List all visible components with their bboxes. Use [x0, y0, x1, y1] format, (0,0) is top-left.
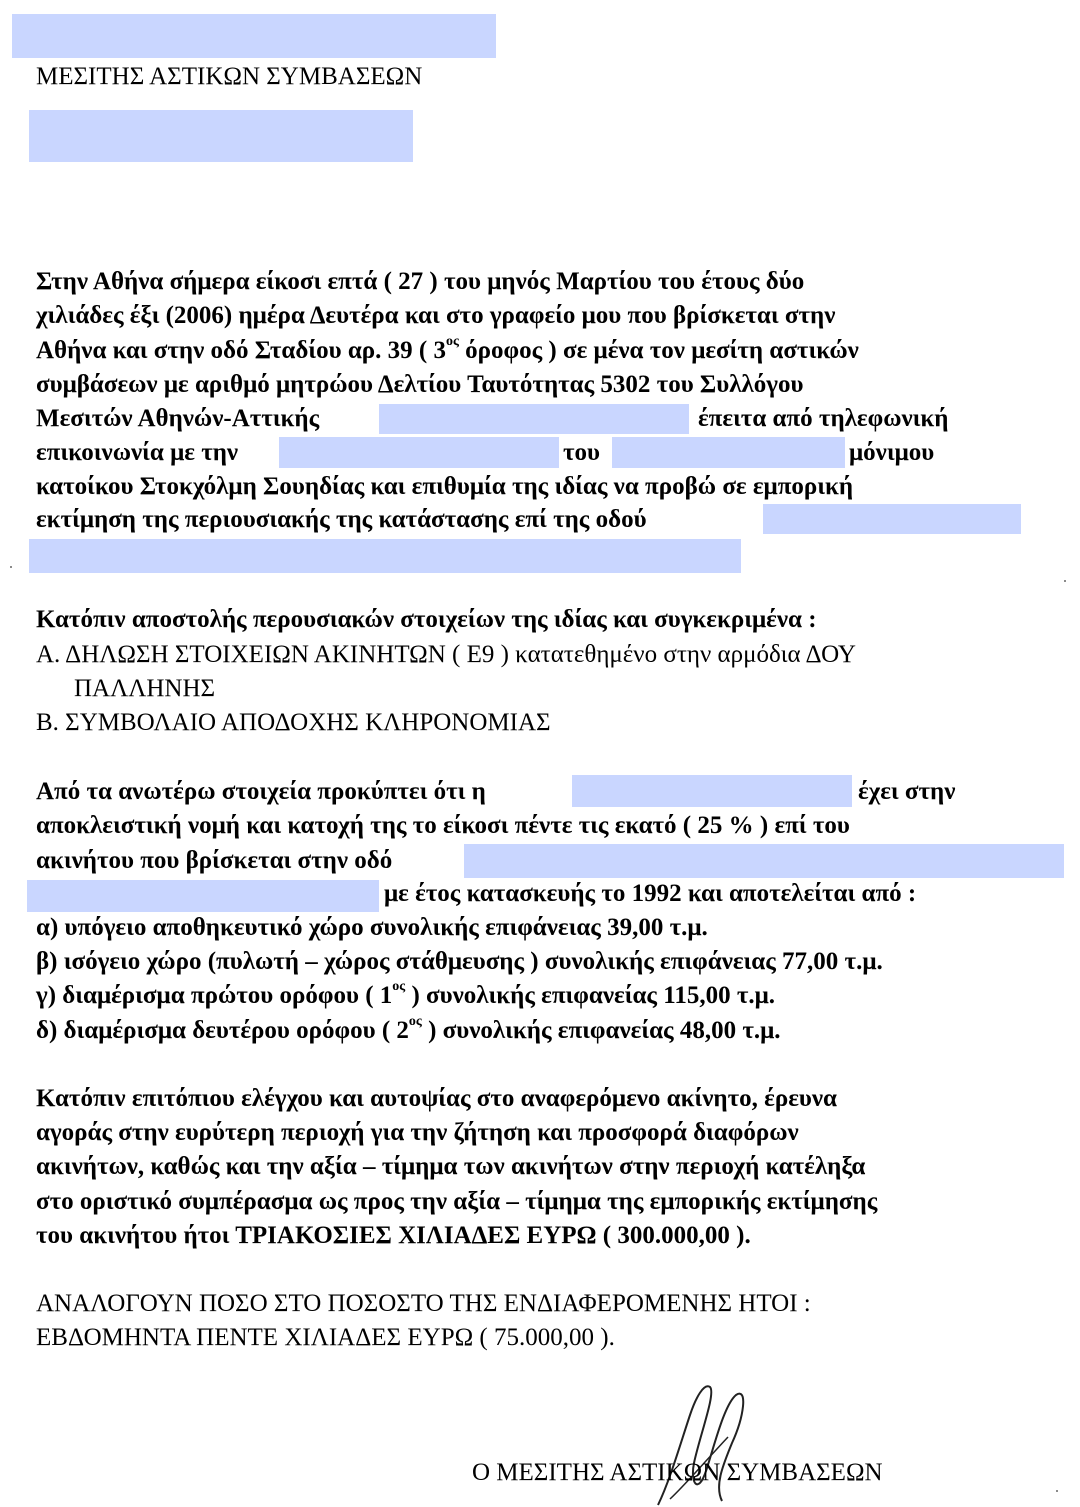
document-item-a: Α. ΔΗΛΩΣΗ ΣΤΟΙΧΕΙΩΝ ΑΚΙΝΗΤΩΝ ( Ε9 ) κατατεθημένο στην αρμόδια ΔΟΥ: [36, 641, 856, 668]
intro-line-6-end: μόνιμου: [849, 439, 935, 466]
redaction-broker-name: [379, 404, 689, 434]
redaction-street-2: [29, 539, 741, 573]
redaction-property-address-2: [27, 880, 379, 912]
property-line-1-end: έχει στην: [858, 778, 956, 805]
intro-line-1: Στην Αθήνα σήμερα είκοσι επτά ( 27 ) του μηνός Μαρτίου του έτους δύο: [36, 268, 805, 295]
conclusion-line-4: στο οριστικό συμπέρασμα ως προς την αξία – τίμημα της εμπορικής εκτίμησης: [36, 1188, 878, 1215]
footer-signoff: Ο ΜΕΣΙΤΗΣ ΑΣΤΙΚΩΝ ΣΥΜΒΑΣΕΩΝ: [472, 1459, 883, 1486]
redaction-property-address-1: [464, 844, 1064, 878]
redaction-street-1: [763, 504, 1021, 534]
conclusion-line-3: ακινήτων, καθώς και την αξία – τίμημα των ακινήτων στην περιοχή κατέληξα: [36, 1153, 866, 1180]
conclusion-line-2: αγοράς στην ευρύτερη περιοχή για την ζήτηση και προσφορά διαφόρων: [36, 1119, 799, 1146]
first-floor-ordinal: ος: [392, 978, 406, 994]
property-line-2: αποκλειστική νομή και κατοχή της το είκοσι πέντε τις εκατό ( 25 % ) επί του: [36, 812, 850, 839]
property-line-3: ακινήτου που βρίσκεται στην οδό: [36, 847, 393, 874]
redaction-header-address: [29, 110, 413, 162]
intro-line-6-start: επικοινωνία με την: [36, 439, 239, 466]
property-item-c: [36, 978, 776, 1011]
property-item-b: β) ισόγειο χώρο (πυλωτή – χώρος στάθμευσης ) συνολικής επιφάνειας 77,00 τ.μ.: [36, 948, 883, 975]
intro-line-3: [36, 333, 859, 366]
property-item-d-end: ) συνολικής επιφανείας 48,00 τ.μ.: [421, 1017, 781, 1044]
intro-line-5-end: έπειτα από τηλεφωνική: [698, 405, 949, 432]
second-floor-ordinal: ος: [408, 1013, 422, 1029]
scan-speck: [10, 566, 12, 568]
intro-line-6-mid: του: [563, 439, 600, 466]
header-title: ΜΕΣΙΤΗΣ ΑΣΤΙΚΩΝ ΣΥΜΒΑΣΕΩΝ: [36, 63, 423, 90]
document-item-b: Β. ΣΥΜΒΟΛΑΙΟ ΑΠΟΔΟΧΗΣ ΚΛΗΡΟΝΟΜΙΑΣ: [36, 709, 551, 736]
property-item-a: α) υπόγειο αποθηκευτικό χώρο συνολικής επιφάνειας 39,00 τ.μ.: [36, 914, 708, 941]
property-item-c-start: γ) διαμέρισμα πρώτου ορόφου ( 1: [36, 982, 393, 1009]
conclusion-line-1: Κατόπιν επιτόπιου ελέγχου και αυτοψίας στο αναφερόμενο ακίνητο, έρευνα: [36, 1085, 837, 1112]
intro-line-4: συμβάσεων με αριθμό μητρώου Δελτίου Ταυτότητας 5302 του Συλλόγου: [36, 371, 804, 398]
intro-line-3-end: όροφος ) σε μένα τον μεσίτη αστικών: [458, 337, 859, 364]
intro-line-8: εκτίμηση της περιουσιακής της κατάστασης επί της οδού: [36, 506, 647, 533]
conclusion-line-5: του ακινήτου ήτοι ΤΡΙΑΚΟΣΙΕΣ ΧΙΛΙΑΔΕΣ ΕΥΡΩ ( 300.000,00 ).: [36, 1222, 751, 1249]
scan-speck: [1056, 1490, 1058, 1492]
redaction-header-name: [12, 14, 496, 58]
property-item-c-end: ) συνολικής επιφανείας 115,00 τ.μ.: [405, 982, 776, 1009]
property-item-d: [36, 1013, 781, 1046]
property-line-4: με έτος κατασκευής το 1992 και αποτελείται από :: [384, 880, 917, 907]
proportional-line-2: ΕΒΔΟΜΗΝΤΑ ΠΕΝΤΕ ΧΙΛΙΑΔΕΣ ΕΥΡΩ ( 75.000,00 ).: [36, 1324, 615, 1351]
property-item-d-start: δ) διαμέρισμα δευτέρου ορόφου ( 2: [36, 1017, 409, 1044]
documents-intro: Κατόπιν αποστολής περουσιακών στοιχείων της ιδίας και συγκεκριμένα :: [36, 606, 817, 633]
document-item-a-continued: ΠΑΛΛΗΝΗΣ: [74, 675, 216, 702]
redaction-father-name: [612, 437, 845, 468]
proportional-line-1: ΑΝΑΛΟΓΟΥΝ ΠΟΣΟ ΣΤΟ ΠΟΣΟΣΤΟ ΤΗΣ ΕΝΔΙΑΦΕΡΟΜΕΝΗΣ ΗΤΟΙ :: [36, 1290, 811, 1317]
redaction-client-name: [279, 437, 559, 468]
intro-line-7: κατοίκου Στοκχόλμη Σουηδίας και επιθυμία της ιδίας να προβώ σε εμπορική: [36, 473, 854, 500]
scan-speck: [1064, 580, 1066, 582]
property-line-1-start: Από τα ανωτέρω στοιχεία προκύπτει ότι η: [36, 778, 486, 805]
redaction-owner-name: [572, 775, 852, 807]
intro-line-2: χιλιάδες έξι (2006) ημέρα Δευτέρα και στο γραφείο μου που βρίσκεται στην: [36, 302, 836, 329]
intro-line-5-start: Μεσιτών Αθηνών-Αττικής: [36, 405, 320, 432]
intro-line-3-start: Αθήνα και στην οδό Σταδίου αρ. 39 ( 3: [36, 337, 446, 364]
floor-ordinal: ος: [446, 333, 459, 349]
